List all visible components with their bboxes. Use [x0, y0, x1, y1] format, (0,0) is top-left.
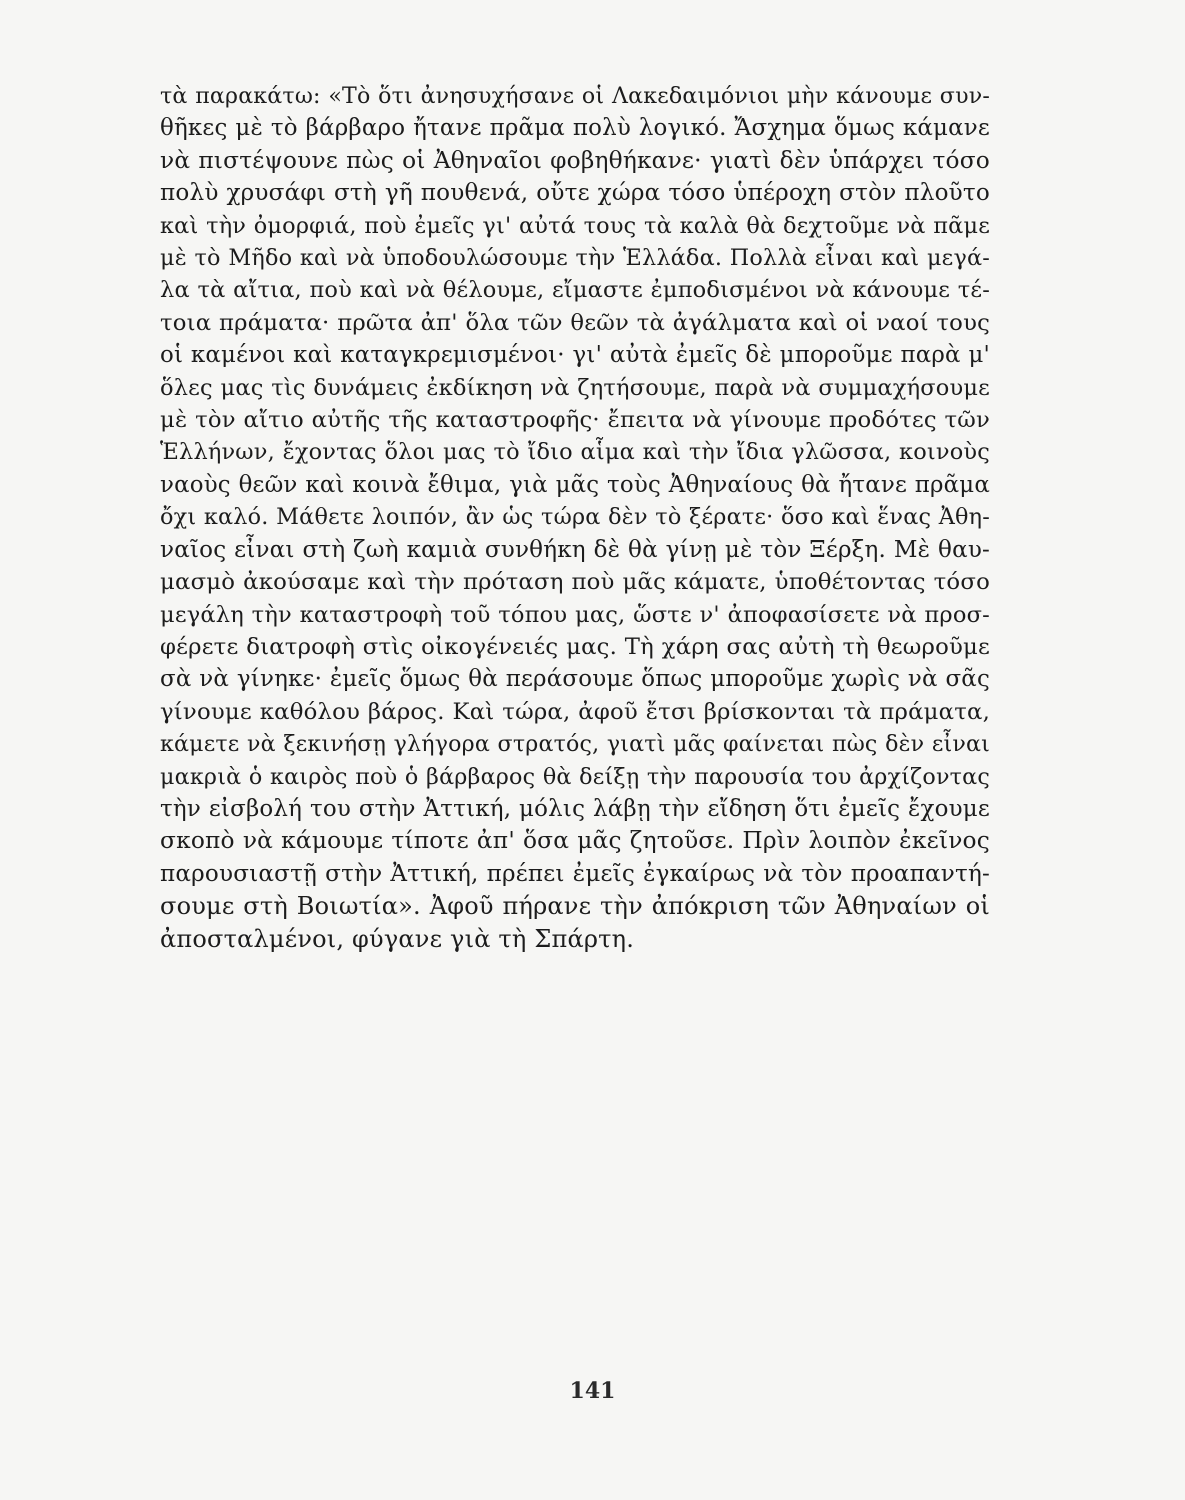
text-line: σκοπὸ νὰ κάμουμε τίποτε ἀπ' ὅσα μᾶς ζητοῦσε. Πρὶν λοιπὸν ἐκεῖνος — [160, 827, 990, 855]
text-line: τὰ παρακάτω: «Τὸ ὅτι ἀνησυχήσανε οἱ Λακεδαιμόνιοι μὴν κάνουμε συν- — [160, 83, 990, 109]
text-line: θῆκες μὲ τὸ βάρβαρο ἤτανε πρᾶμα πολὺ λογικό. Ἄσχημα ὅμως κάμανε — [160, 115, 990, 142]
text-line: μὲ τὸ Μῆδο καὶ νὰ ὑποδουλώσουμε τὴν Ἑλλάδα. Πολλὰ εἶναι καὶ μεγά- — [160, 245, 990, 272]
text-line: ὄχι καλό. Μάθετε λοιπόν, ἂν ὡς τώρα δὲν τὸ ξέρατε· ὅσο καὶ ἕνας Ἀθη- — [160, 504, 990, 531]
text-line: ναοὺς θεῶν καὶ κοινὰ ἔθιμα, γιὰ μᾶς τοὺς Ἀθηναίους θὰ ἤτανε πρᾶμα — [160, 471, 990, 498]
text-line: μὲ τὸν αἴτιο αὐτῆς τῆς καταστροφῆς· ἔπειτα νὰ γίνουμε προδότες τῶν — [160, 407, 990, 434]
text-line: πολὺ χρυσάφι στὴ γῆ πουθενά, οὔτε χώρα τόσο ὑπέροχη στὸν πλοῦτο — [160, 180, 990, 207]
text-line: σὰ νὰ γίνηκε· ἐμεῖς ὅμως θὰ περάσουμε ὅπως μποροῦμε χωρὶς νὰ σᾶς — [160, 666, 990, 693]
text-line: μεγάλη τὴν καταστροφὴ τοῦ τόπου μας, ὥστε ν' ἀποφασίσετε νὰ προσ- — [160, 601, 990, 628]
text-line: τὴν εἰσβολή του στὴν Ἀττική, μόλις λάβῃ τὴν εἴδηση ὅτι ἐμεῖς ἔχουμε — [160, 795, 990, 822]
body-text — [160, 80, 990, 955]
text-line: σουμε στὴ Βοιωτία». Ἀφοῦ πήρανε τὴν ἀπόκριση τῶν Ἀθηναίων οἱ — [160, 892, 990, 921]
text-line: ὅλες μας τὶς δυνάμεις ἐκδίκηση νὰ ζητήσουμε, παρὰ νὰ συμμαχήσουμε — [160, 374, 990, 401]
text-line: ναῖος εἶναι στὴ ζωὴ καμιὰ συνθήκη δὲ θὰ γίνῃ μὲ τὸν Ξέρξη. Μὲ θαυ- — [160, 536, 990, 563]
text-line: Ἑλλήνων, ἔχοντας ὅλοι μας τὸ ἴδιο αἷμα καὶ τὴν ἴδια γλῶσσα, κοινοὺς — [160, 439, 990, 466]
text-line: νὰ πιστέψουνε πὼς οἱ Ἀθηναῖοι φοβηθήκανε· γιατὶ δὲν ὑπάρχει τόσο — [160, 146, 990, 174]
text-line: κάμετε νὰ ξεκινήσῃ γλήγορα στρατός, γιατὶ μᾶς φαίνεται πὼς δὲν εἶναι — [160, 731, 990, 758]
text-line: λα τὰ αἴτια, ποὺ καὶ νὰ θέλουμε, εἴμαστε ἐμποδισμένοι νὰ κάνουμε τέ- — [160, 277, 990, 304]
text-line: φέρετε διατροφὴ στὶς οἰκογένειές μας. Τὴ χάρη σας αὐτὴ τὴ θεωροῦμε — [160, 633, 990, 660]
text-line: μακριὰ ὁ καιρὸς ποὺ ὁ βάρβαρος θὰ δείξῃ τὴν παρουσία του ἀρχίζοντας — [160, 763, 990, 790]
text-line: οἱ καμένοι καὶ καταγκρεμισμένοι· γι' αὐτὰ ἐμεῖς δὲ μποροῦμε παρὰ μ' — [160, 342, 990, 369]
text-line: τοια πράματα· πρῶτα ἀπ' ὅλα τῶν θεῶν τὰ ἀγάλματα καὶ οἱ ναοί τους — [160, 309, 990, 336]
text-line: παρουσιαστῇ στὴν Ἀττική, πρέπει ἐμεῖς ἐγκαίρως νὰ τὸν προαπαντή- — [160, 860, 990, 887]
text-line: μασμὸ ἀκούσαμε καὶ τὴν πρόταση ποὺ μᾶς κάματε, ὑποθέτοντας τόσο — [160, 569, 990, 596]
page-number: 141 — [569, 1378, 616, 1404]
text-line: καὶ τὴν ὀμορφιά, ποὺ ἐμεῖς γι' αὐτά τους τὰ καλὰ θὰ δεχτοῦμε νὰ πᾶμε — [160, 212, 990, 239]
text-line: γίνουμε καθόλου βάρος. Καὶ τώρα, ἀφοῦ ἔτσι βρίσκονται τὰ πράματα, — [160, 698, 990, 725]
text-line: ἀποσταλμένοι, φύγανε γιὰ τὴ Σπάρτη. — [160, 924, 635, 953]
